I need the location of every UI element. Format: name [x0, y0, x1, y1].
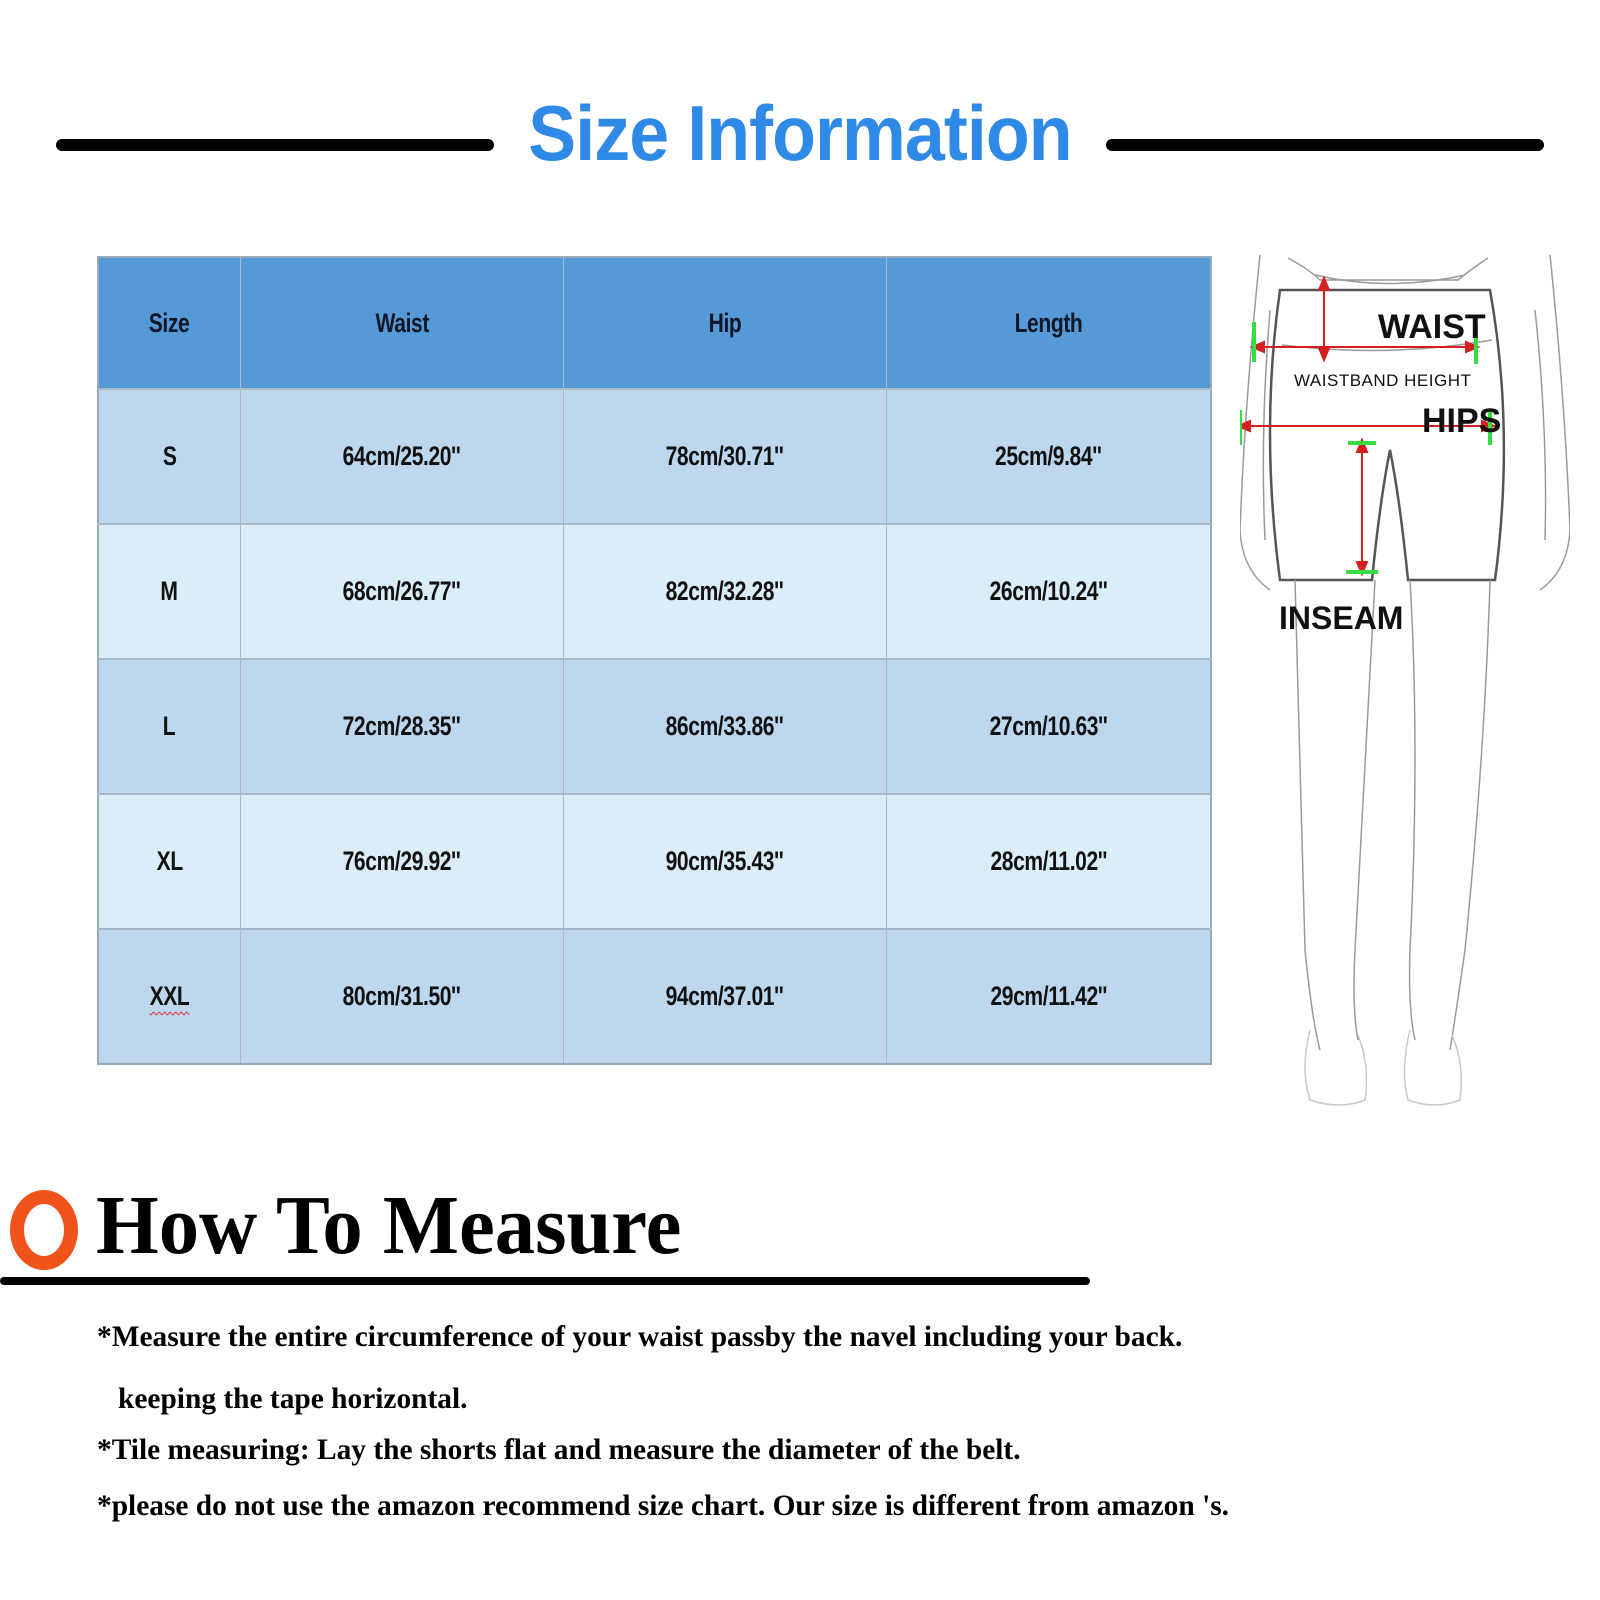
cell-size: XL — [98, 794, 240, 929]
cell-size: S — [98, 389, 240, 524]
table-row — [98, 389, 1211, 524]
page-title: Size Information — [528, 89, 1072, 177]
section-divider — [0, 1277, 1090, 1285]
header-length: Length — [886, 257, 1211, 389]
table-row — [98, 659, 1211, 794]
note-waist: *Measure the entire circumference of your waist passby the navel including your back. — [97, 1320, 1183, 1353]
note-waist-continued: keeping the tape horizontal. — [118, 1382, 468, 1415]
label-waist: WAIST — [1378, 308, 1486, 346]
note-amazon-warning: *please do not use the amazon recommend size chart. Our size is different from amazon 's. — [97, 1489, 1230, 1522]
cell-waist: 64cm/25.20'' — [240, 389, 563, 524]
how-to-measure-title: How To Measure — [96, 1179, 682, 1272]
header-waist: Waist — [240, 257, 563, 389]
cell-length: 27cm/10.63'' — [886, 659, 1211, 794]
cell-length: 28cm/11.02'' — [886, 794, 1211, 929]
table-row — [98, 929, 1211, 1064]
table-header-row — [98, 257, 1211, 389]
cell-hip: 90cm/35.43'' — [563, 794, 886, 929]
cell-length: 26cm/10.24'' — [886, 524, 1211, 659]
cell-hip: 82cm/32.28'' — [563, 524, 886, 659]
note-tile-measuring: *Tile measuring: Lay the shorts flat and measure the diameter of the belt. — [97, 1433, 1021, 1466]
label-inseam: INSEAM — [1279, 600, 1404, 636]
cell-hip: 94cm/37.01'' — [563, 929, 886, 1064]
circle-ring-icon — [10, 1190, 78, 1270]
header-hip: Hip — [563, 257, 886, 389]
label-waistband-height: WAISTBAND HEIGHT — [1294, 371, 1472, 390]
cell-waist: 76cm/29.92'' — [240, 794, 563, 929]
cell-waist: 72cm/28.35'' — [240, 659, 563, 794]
title-rule-left — [56, 139, 494, 151]
cell-waist: 80cm/31.50'' — [240, 929, 563, 1064]
cell-size: L — [98, 659, 240, 794]
title-rule-right — [1106, 139, 1544, 151]
cell-waist: 68cm/26.77'' — [240, 524, 563, 659]
cell-length: 29cm/11.42'' — [886, 929, 1211, 1064]
table-row — [98, 524, 1211, 659]
size-table — [97, 256, 1212, 1065]
label-hips: HIPS — [1422, 402, 1502, 440]
cell-hip: 86cm/33.86'' — [563, 659, 886, 794]
cell-size: M — [98, 524, 240, 659]
cell-length: 25cm/9.84'' — [886, 389, 1211, 524]
cell-size: XXL — [98, 929, 240, 1064]
header-size: Size — [98, 257, 240, 389]
cell-hip: 78cm/30.71'' — [563, 389, 886, 524]
table-row — [98, 794, 1211, 929]
